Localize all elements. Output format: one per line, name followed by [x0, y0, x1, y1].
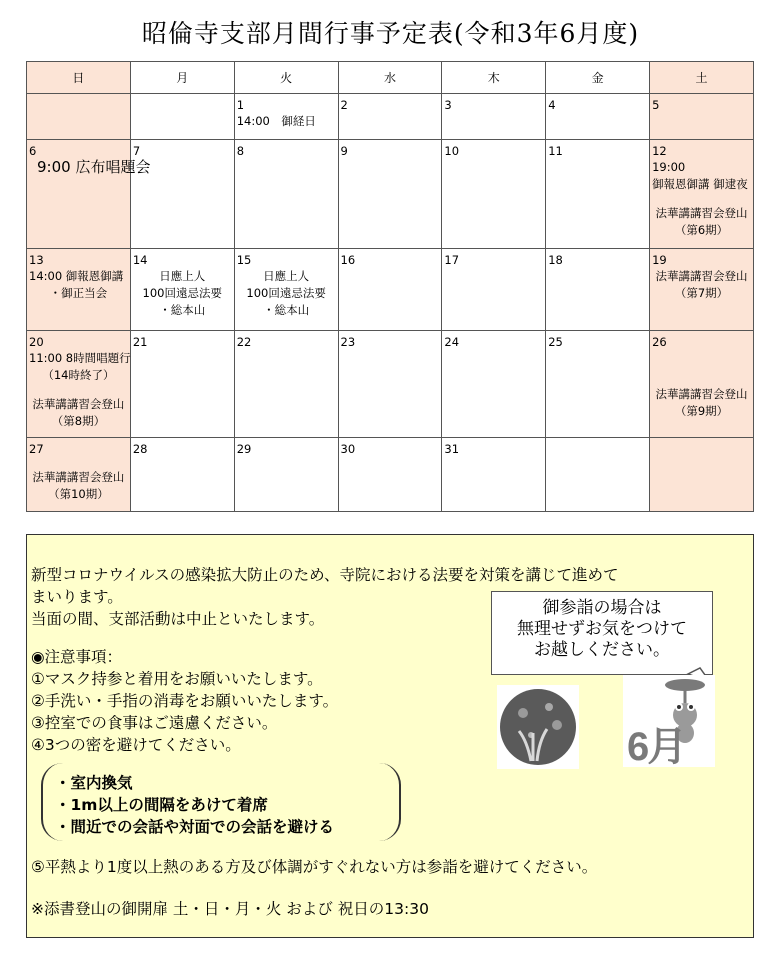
day-cell: [338, 437, 442, 511]
week-row: [27, 437, 754, 511]
event-line: 法華講講習会登山: [32, 397, 125, 412]
event-line: ・総本山: [263, 302, 310, 317]
day-number: 20: [29, 335, 44, 350]
weekday-sun: 日: [27, 62, 131, 94]
day-cell: [130, 94, 234, 140]
day-cell: [546, 331, 650, 438]
event-line: （第8期）: [51, 414, 106, 429]
day-cell: [130, 140, 234, 249]
day-number: 21: [132, 335, 148, 350]
event-line: 法華講講習会登山: [655, 387, 748, 402]
event-line: 14:00 御経日: [236, 114, 316, 128]
weekday-tue: 火: [234, 62, 338, 94]
event-line: 100回遠忌法要: [246, 285, 326, 300]
day-number: 9: [340, 144, 348, 159]
notice-intro-3: 当面の間、支部活動は中止といたします。: [31, 610, 325, 628]
notice-intro-2: まいります。: [31, 588, 123, 606]
event-line: 御報恩御講 御逮夜: [652, 177, 748, 192]
caution-item-3: ③控室での食事はご遠慮ください。: [31, 714, 278, 732]
day-cell: [338, 94, 442, 140]
day-cell: [130, 331, 234, 438]
speech-bubble: [491, 591, 713, 675]
day-number: 31: [444, 441, 460, 456]
day-number: 18: [548, 252, 563, 267]
day-cell: [650, 94, 754, 140]
day-cell: [234, 437, 338, 511]
bracket-item-1: ・室内換気: [55, 774, 133, 792]
event-line: （第9期）: [674, 404, 729, 419]
day-number: 10: [444, 144, 460, 159]
day-cell: [546, 94, 650, 140]
event-line: [652, 362, 751, 374]
event-line: [652, 350, 751, 362]
week-row: [27, 94, 754, 140]
event-line: （第7期）: [674, 285, 729, 300]
day-cell: [27, 331, 131, 438]
event-line: 法華講講習会登山: [655, 206, 748, 221]
day-number: 6: [29, 144, 37, 159]
day-number: 5: [652, 98, 660, 112]
day-number: 26: [652, 335, 667, 350]
weekday-thu: 木: [442, 62, 546, 94]
caution-item-2: ②手洗い・手指の消毒をお願いいたします。: [31, 692, 339, 710]
day-cell: [338, 140, 442, 249]
day-cell: [130, 437, 234, 511]
event-line: 9:00 広布唱題会: [37, 158, 151, 177]
day-number: 8: [236, 144, 245, 159]
week-row: [27, 140, 754, 249]
day-cell: [27, 140, 151, 249]
day-cell: [442, 248, 546, 330]
day-number: 16: [340, 252, 356, 267]
day-number: 3: [444, 98, 452, 112]
frog-lotus-icon: [623, 675, 715, 767]
day-number: 2: [340, 98, 348, 112]
day-cell: [27, 437, 131, 511]
day-cell: [650, 331, 754, 438]
day-cell: [546, 248, 650, 330]
day-number: 23: [340, 335, 356, 350]
day-cell: [546, 140, 650, 249]
event-line: 11:00 8時間唱題行: [29, 351, 131, 366]
day-number: 12: [652, 144, 667, 159]
page-title: 昭倫寺支部月間行事予定表(令和3年6月度): [141, 19, 640, 48]
day-cell: [442, 94, 546, 140]
caution-item-1: ①マスク持参と着用をお願いいたします。: [31, 670, 323, 688]
day-number: 27: [29, 441, 44, 456]
event-line: （14時終了）: [42, 368, 115, 383]
day-number: 11: [548, 144, 563, 159]
weekday-header-row: [27, 62, 754, 94]
day-cell: [234, 140, 338, 249]
rain-plant-icon: [497, 685, 579, 769]
event-line: [652, 374, 751, 386]
event-line: ・御正当会: [49, 285, 108, 300]
event-line: 14:00 御報恩御講: [29, 268, 124, 283]
day-number: 29: [236, 441, 252, 456]
day-number: 1: [236, 98, 245, 112]
day-cell: [442, 437, 546, 511]
event-line: [652, 193, 751, 205]
event-line: [29, 384, 128, 396]
event-line: ・総本山: [159, 302, 206, 317]
event-line: （第10期）: [48, 486, 109, 501]
bubble-line-2: 無理せずお気をつけて: [517, 619, 687, 639]
weekday-wed: 水: [338, 62, 442, 94]
notice-intro-1: 新型コロナウイルスの感染拡大防止のため、寺院における法要を対策を講じて進めて: [31, 566, 619, 584]
weekday-mon: 月: [130, 62, 234, 94]
day-number: 25: [548, 335, 563, 350]
event-line: （第6期）: [674, 223, 729, 238]
day-cell: [650, 437, 754, 511]
caution-item-5: ⑤平熱より1度以上熱のある方及び体調がすぐれない方は参詣を避けてください。: [31, 858, 598, 876]
bubble-line-3: お越しください。: [534, 640, 670, 660]
day-cell: [442, 331, 546, 438]
caution-title: ◉注意事項：: [31, 648, 123, 666]
day-number: 13: [29, 252, 44, 267]
day-number: 30: [340, 441, 356, 456]
event-line: 法華講講習会登山: [655, 268, 748, 283]
day-number: 22: [236, 335, 252, 350]
event-line: 19:00: [652, 160, 686, 175]
day-cell: [338, 331, 442, 438]
day-cell: [650, 140, 754, 249]
day-cell: [234, 331, 338, 438]
day-number: 28: [132, 441, 148, 456]
day-number: 4: [548, 98, 556, 112]
day-cell: [234, 94, 338, 140]
day-cell: [130, 248, 234, 330]
day-cell: [546, 437, 650, 511]
event-line: 日應上人: [263, 268, 310, 283]
day-cell: [234, 248, 338, 330]
day-number: 17: [444, 252, 460, 267]
weekday-sat: 土: [650, 62, 754, 94]
caution-item-4: ④3つの密を避けてください。: [31, 736, 241, 754]
day-number: 19: [652, 252, 667, 267]
day-number: 7: [132, 144, 141, 159]
day-number: 24: [444, 335, 460, 350]
day-cell: [338, 248, 442, 330]
week-row: [27, 248, 754, 330]
day-cell: [650, 248, 754, 330]
bracket-item-3: ・間近での会話や対面での会話を避ける: [55, 818, 335, 836]
notice-footer: ※添書登山の御開扉 土・日・月・火 および 祝日の13:30: [31, 900, 429, 918]
event-line: [29, 457, 128, 469]
week-row: [27, 331, 754, 438]
event-line: 100回遠忌法要: [142, 285, 222, 300]
event-line: 日應上人: [159, 268, 206, 283]
day-cell: [27, 248, 131, 330]
day-number: 14: [132, 252, 148, 267]
bubble-line-1: 御参詣の場合は: [542, 598, 662, 618]
month-badge-text: 6月: [627, 725, 686, 769]
day-number: 15: [236, 252, 252, 267]
notice-box: [26, 534, 754, 938]
day-cell: [442, 140, 546, 249]
event-line: 法華講講習会登山: [32, 469, 125, 484]
weekday-fri: 金: [546, 62, 650, 94]
bracket-item-2: ・1m以上の間隔をあけて着席: [55, 796, 268, 814]
calendar-table: [26, 61, 754, 512]
day-cell: [27, 94, 131, 140]
